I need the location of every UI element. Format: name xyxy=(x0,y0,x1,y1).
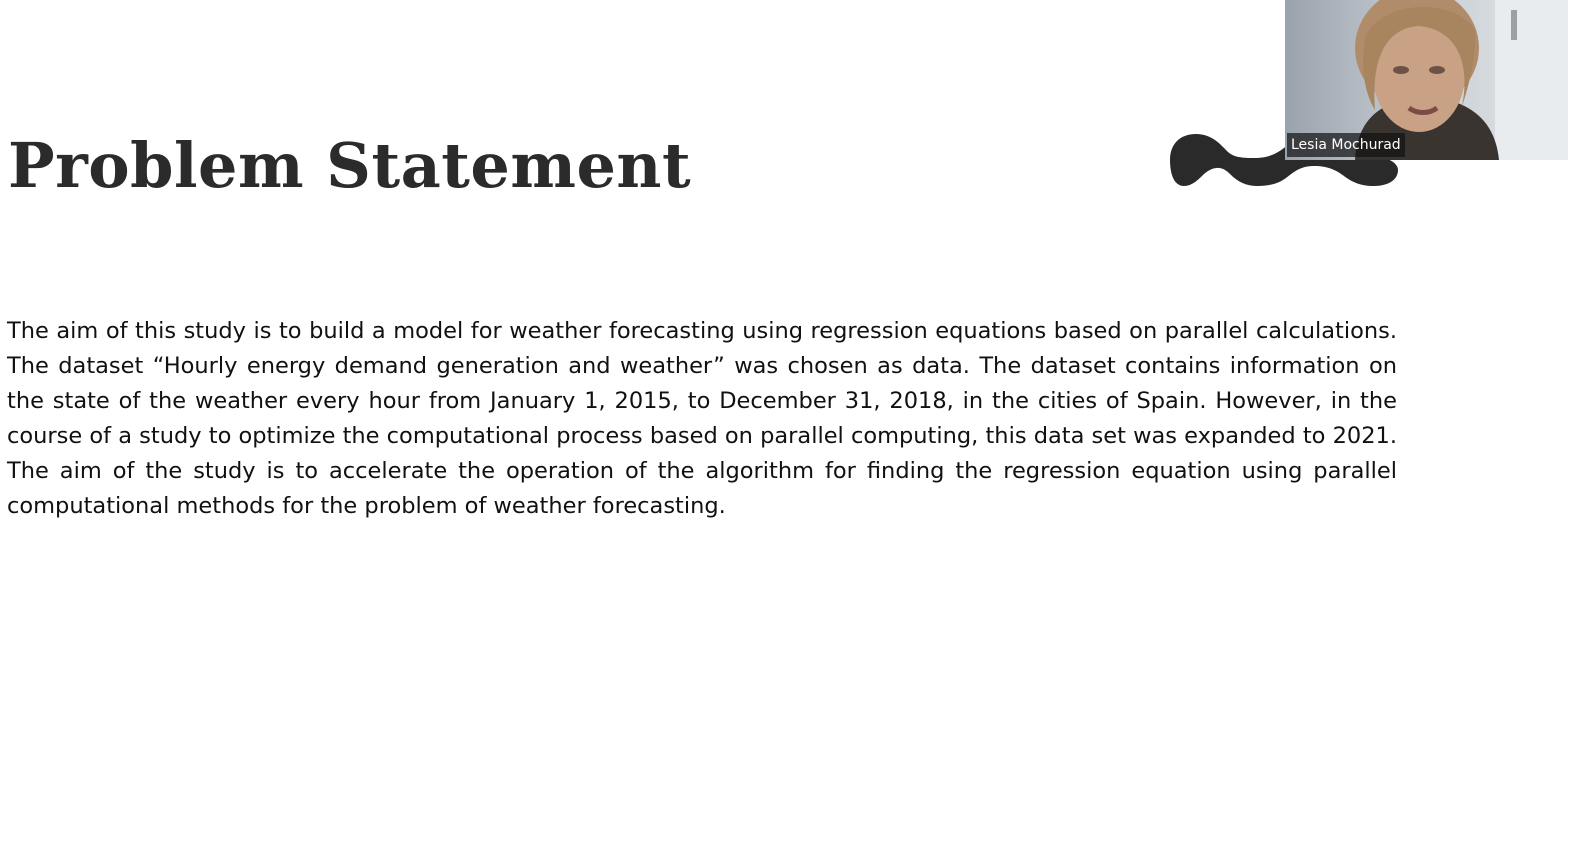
participant-name-tag: Lesia Mochurad xyxy=(1287,133,1405,157)
slide-title: Problem Statement xyxy=(8,129,692,202)
participant-video-tile[interactable] xyxy=(1285,0,1568,160)
slide-body-text: The aim of this study is to build a model for weather forecasting using regression equations based on parallel calculations. The dataset “Hourly energy demand generation and weather” was chosen as data. The dataset contains information on the state of the weather every hour from January 1, 2015, to December 31, 2018, in the cities of Spain. However, in the course of a study to optimize the computational process based on parallel computing, this data set was expanded to 2021. The aim of the study is to accelerate the operation of the algorithm for finding the regression equation using parallel computational methods for the problem of weather forecasting. xyxy=(7,318,1397,519)
